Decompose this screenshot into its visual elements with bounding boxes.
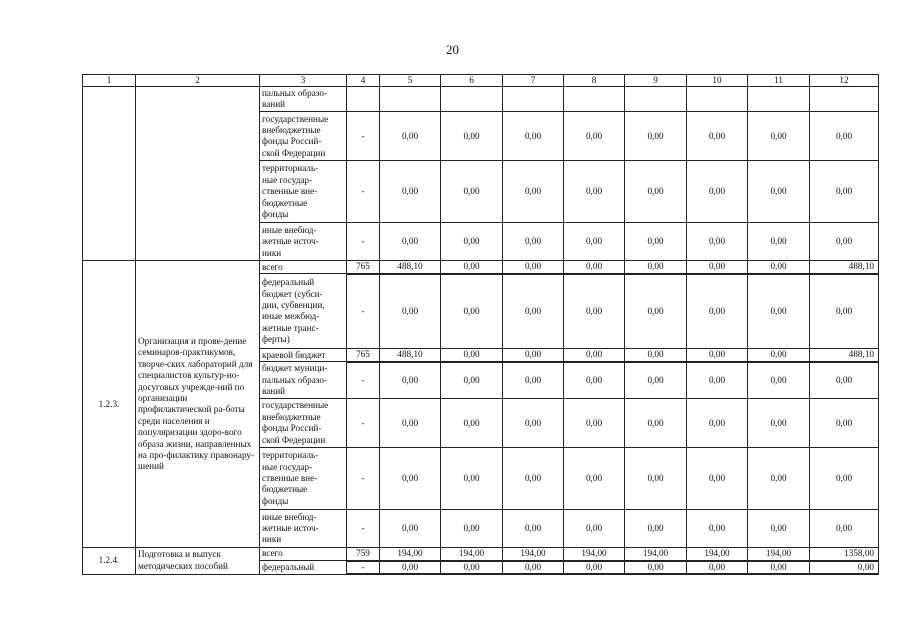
amount-cell: 0,00 bbox=[564, 362, 625, 399]
amount-cell: 0,00 bbox=[748, 112, 810, 161]
amount-cell: 0,00 bbox=[441, 561, 503, 574]
amount-cell: 0,00 bbox=[810, 448, 879, 510]
budget-code: 765 bbox=[347, 349, 380, 362]
amount-cell bbox=[380, 87, 441, 112]
amount-cell: 0,00 bbox=[625, 274, 687, 349]
amount-cell: 0,00 bbox=[687, 448, 748, 510]
activity-code: 1.2.4. bbox=[83, 548, 136, 574]
amount-cell: 0,00 bbox=[748, 161, 810, 223]
amount-cell: 0,00 bbox=[748, 261, 810, 274]
amount-cell: 0,00 bbox=[503, 261, 564, 274]
amount-cell: 488,10 bbox=[810, 349, 879, 362]
column-header: 6 bbox=[441, 75, 503, 87]
funding-source: иные внебюд- жетные источ- ники bbox=[260, 510, 347, 548]
funding-source: краевой бюджет bbox=[260, 349, 347, 362]
activity-code bbox=[83, 87, 136, 261]
funding-source: иные внебюд- жетные источ- ники bbox=[260, 223, 347, 261]
funding-source: бюджет муници- пальных образо- ваний bbox=[260, 362, 347, 399]
amount-cell: 0,00 bbox=[687, 112, 748, 161]
amount-cell: 0,00 bbox=[503, 161, 564, 223]
amount-cell: 0,00 bbox=[441, 349, 503, 362]
amount-cell: 0,00 bbox=[441, 261, 503, 274]
amount-cell: 0,00 bbox=[380, 161, 441, 223]
amount-cell: 194,00 bbox=[441, 548, 503, 561]
amount-cell: 0,00 bbox=[503, 561, 564, 574]
amount-cell: 0,00 bbox=[810, 112, 879, 161]
table-row bbox=[83, 87, 879, 112]
amount-cell bbox=[503, 87, 564, 112]
amount-cell: 0,00 bbox=[503, 349, 564, 362]
header-row bbox=[83, 75, 879, 87]
amount-cell: 0,00 bbox=[748, 448, 810, 510]
column-header: 2 bbox=[136, 75, 260, 87]
amount-cell: 0,00 bbox=[687, 161, 748, 223]
amount-cell bbox=[810, 87, 879, 112]
amount-cell: 0,00 bbox=[625, 561, 687, 574]
amount-cell: 0,00 bbox=[564, 561, 625, 574]
amount-cell: 0,00 bbox=[380, 112, 441, 161]
amount-cell bbox=[687, 87, 748, 112]
amount-cell: 194,00 bbox=[380, 548, 441, 561]
amount-cell: 0,00 bbox=[564, 448, 625, 510]
table-body bbox=[83, 87, 879, 574]
table-row bbox=[83, 548, 879, 561]
budget-code bbox=[347, 87, 380, 112]
amount-cell: 488,10 bbox=[380, 349, 441, 362]
funding-source: всего bbox=[260, 548, 347, 561]
column-header: 7 bbox=[503, 75, 564, 87]
amount-cell: 0,00 bbox=[748, 399, 810, 448]
column-header: 11 bbox=[748, 75, 810, 87]
amount-cell: 0,00 bbox=[687, 399, 748, 448]
budget-code: 759 bbox=[347, 548, 380, 561]
amount-cell: 0,00 bbox=[564, 223, 625, 261]
funding-source: пальных образо- ваний bbox=[260, 87, 347, 112]
amount-cell: 0,00 bbox=[441, 448, 503, 510]
amount-cell: 0,00 bbox=[810, 561, 879, 574]
amount-cell: 0,00 bbox=[687, 223, 748, 261]
amount-cell: 0,00 bbox=[687, 510, 748, 548]
amount-cell: 0,00 bbox=[380, 223, 441, 261]
amount-cell: 194,00 bbox=[564, 548, 625, 561]
funding-source: всего bbox=[260, 261, 347, 274]
funding-source: государственные внебюджетные фонды Россий- ской Федерации bbox=[260, 399, 347, 448]
amount-cell bbox=[625, 87, 687, 112]
funding-source: государственные внебюджетные фонды Россий- ской Федерации bbox=[260, 112, 347, 161]
amount-cell: 488,10 bbox=[380, 261, 441, 274]
budget-code: - bbox=[347, 223, 380, 261]
amount-cell: 488,10 bbox=[810, 261, 879, 274]
amount-cell: 0,00 bbox=[687, 349, 748, 362]
amount-cell: 0,00 bbox=[810, 362, 879, 399]
amount-cell: 0,00 bbox=[564, 349, 625, 362]
amount-cell: 0,00 bbox=[625, 510, 687, 548]
column-header: 10 bbox=[687, 75, 748, 87]
budget-table bbox=[82, 74, 879, 575]
column-header: 1 bbox=[83, 75, 136, 87]
amount-cell: 0,00 bbox=[748, 223, 810, 261]
amount-cell: 1358,00 bbox=[810, 548, 879, 561]
amount-cell: 0,00 bbox=[748, 510, 810, 548]
budget-code: - bbox=[347, 161, 380, 223]
activity-name: Организация и прове-дение семинаров-практикумов, творче-ских лабораторий для специалистов культур-но-досуговых учрежде-ний по организации профилактической ра-боты среди населения и популяризации здоро-вого образа жизни, направленных на про-филактику правонару-шений bbox=[136, 261, 260, 548]
activity-name bbox=[136, 87, 260, 261]
amount-cell: 0,00 bbox=[810, 510, 879, 548]
amount-cell: 0,00 bbox=[441, 362, 503, 399]
amount-cell: 0,00 bbox=[564, 399, 625, 448]
budget-code: - bbox=[347, 112, 380, 161]
amount-cell: 0,00 bbox=[441, 112, 503, 161]
amount-cell: 0,00 bbox=[503, 448, 564, 510]
amount-cell: 0,00 bbox=[564, 161, 625, 223]
amount-cell: 0,00 bbox=[687, 261, 748, 274]
amount-cell: 0,00 bbox=[503, 399, 564, 448]
amount-cell: 0,00 bbox=[564, 112, 625, 161]
column-header: 12 bbox=[810, 75, 879, 87]
amount-cell: 0,00 bbox=[380, 561, 441, 574]
funding-source: федеральный бюджет (субси- дии, субвенции, иные межбюд- жетные транс- ферты) bbox=[260, 274, 347, 349]
amount-cell: 0,00 bbox=[625, 399, 687, 448]
column-header: 5 bbox=[380, 75, 441, 87]
amount-cell: 0,00 bbox=[625, 223, 687, 261]
amount-cell: 0,00 bbox=[564, 261, 625, 274]
amount-cell: 0,00 bbox=[748, 362, 810, 399]
budget-code: - bbox=[347, 510, 380, 548]
amount-cell: 0,00 bbox=[810, 399, 879, 448]
amount-cell: 0,00 bbox=[564, 274, 625, 349]
amount-cell bbox=[748, 87, 810, 112]
table-row bbox=[83, 261, 879, 274]
amount-cell: 0,00 bbox=[625, 112, 687, 161]
amount-cell: 0,00 bbox=[503, 112, 564, 161]
amount-cell: 0,00 bbox=[441, 510, 503, 548]
amount-cell: 0,00 bbox=[380, 510, 441, 548]
activity-name: Подготовка и выпуск методических пособий bbox=[136, 548, 260, 574]
amount-cell: 194,00 bbox=[687, 548, 748, 561]
amount-cell: 0,00 bbox=[687, 274, 748, 349]
amount-cell: 0,00 bbox=[810, 223, 879, 261]
amount-cell: 0,00 bbox=[503, 510, 564, 548]
amount-cell: 0,00 bbox=[748, 349, 810, 362]
budget-code: - bbox=[347, 561, 380, 574]
amount-cell: 194,00 bbox=[625, 548, 687, 561]
amount-cell: 0,00 bbox=[503, 362, 564, 399]
column-header: 3 bbox=[260, 75, 347, 87]
budget-code: - bbox=[347, 448, 380, 510]
amount-cell: 0,00 bbox=[748, 274, 810, 349]
budget-code: - bbox=[347, 274, 380, 349]
amount-cell: 194,00 bbox=[748, 548, 810, 561]
activity-code: 1.2.3. bbox=[83, 261, 136, 548]
amount-cell: 0,00 bbox=[503, 223, 564, 261]
amount-cell: 0,00 bbox=[441, 223, 503, 261]
amount-cell: 0,00 bbox=[441, 274, 503, 349]
funding-source: федеральный bbox=[260, 561, 347, 574]
amount-cell: 0,00 bbox=[810, 274, 879, 349]
column-header: 8 bbox=[564, 75, 625, 87]
page-number: 20 bbox=[446, 42, 459, 57]
column-header: 4 bbox=[347, 75, 380, 87]
table-header bbox=[83, 75, 879, 87]
amount-cell: 0,00 bbox=[380, 448, 441, 510]
funding-source: территориаль- ные государ- ственные вне- бюджетные фонды bbox=[260, 161, 347, 223]
amount-cell: 0,00 bbox=[441, 161, 503, 223]
budget-code: - bbox=[347, 399, 380, 448]
amount-cell: 0,00 bbox=[380, 362, 441, 399]
amount-cell: 0,00 bbox=[810, 161, 879, 223]
amount-cell bbox=[441, 87, 503, 112]
amount-cell: 0,00 bbox=[441, 399, 503, 448]
column-header: 9 bbox=[625, 75, 687, 87]
amount-cell: 0,00 bbox=[625, 362, 687, 399]
amount-cell: 0,00 bbox=[687, 561, 748, 574]
amount-cell: 194,00 bbox=[503, 548, 564, 561]
amount-cell: 0,00 bbox=[380, 399, 441, 448]
amount-cell bbox=[564, 87, 625, 112]
amount-cell: 0,00 bbox=[564, 510, 625, 548]
budget-code: - bbox=[347, 362, 380, 399]
amount-cell: 0,00 bbox=[687, 362, 748, 399]
amount-cell: 0,00 bbox=[380, 274, 441, 349]
amount-cell: 0,00 bbox=[625, 349, 687, 362]
amount-cell: 0,00 bbox=[748, 561, 810, 574]
budget-code: 765 bbox=[347, 261, 380, 274]
funding-source: территориаль- ные государ- ственные вне- бюджетные фонды bbox=[260, 448, 347, 510]
amount-cell: 0,00 bbox=[625, 261, 687, 274]
amount-cell: 0,00 bbox=[503, 274, 564, 349]
amount-cell: 0,00 bbox=[625, 161, 687, 223]
amount-cell: 0,00 bbox=[625, 448, 687, 510]
